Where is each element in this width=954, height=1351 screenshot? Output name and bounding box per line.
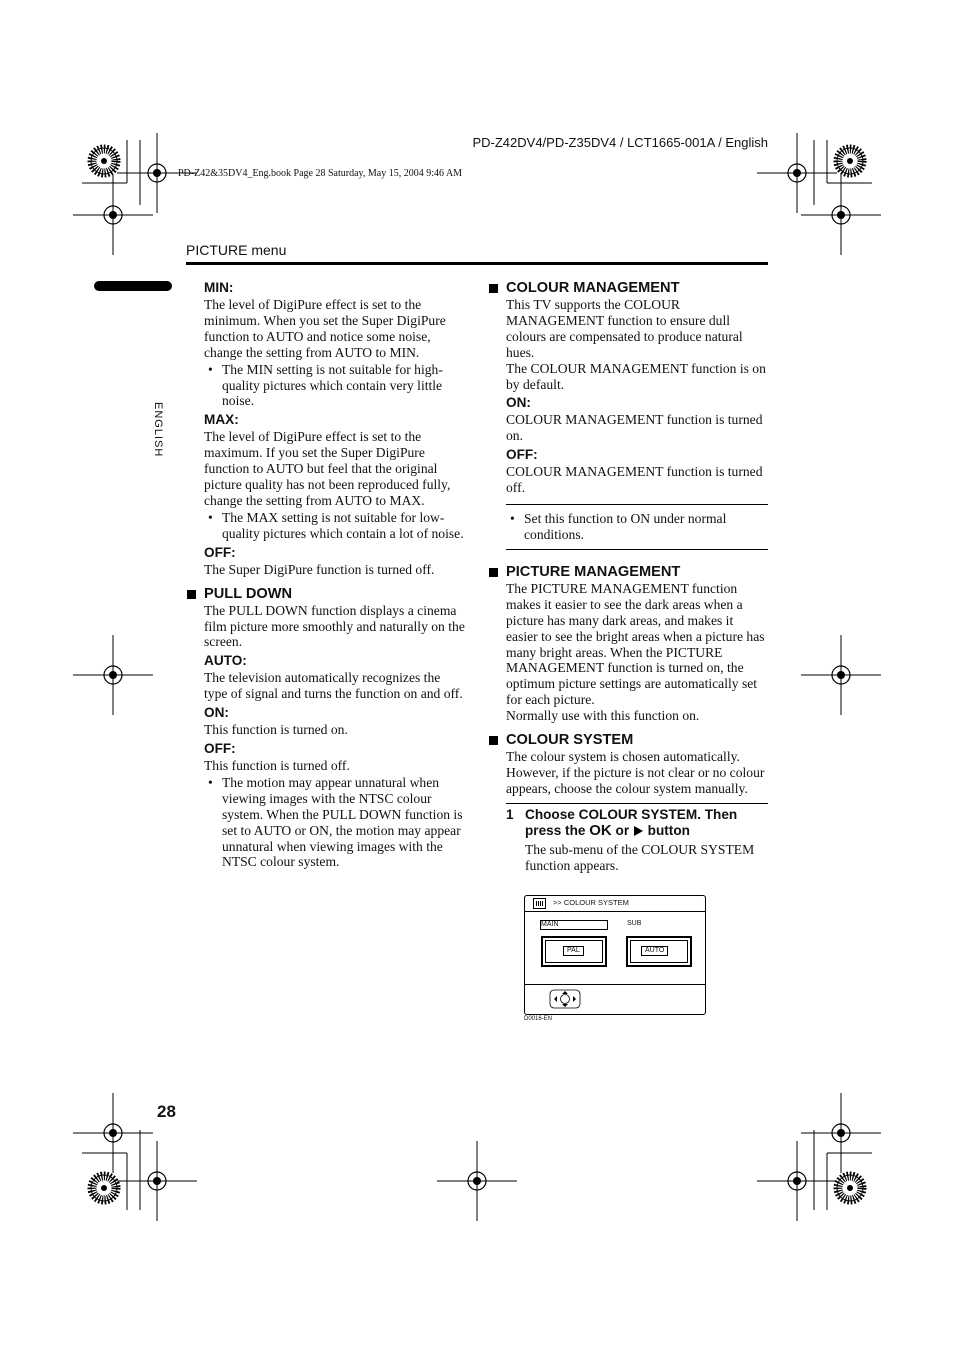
step-1: 1 Choose COLOUR SYSTEM. Then press the OK or button <box>506 806 738 839</box>
cm-note: • Set this function to ON under normal conditions. <box>506 511 768 543</box>
cm-on-text: COLOUR MANAGEMENT function is turned on. <box>506 412 763 444</box>
page-number: 28 <box>157 1102 176 1121</box>
left-column <box>186 280 466 870</box>
book-info-line: PD-Z42&35DV4_Eng.book Page 28 Saturday, May 15, 2004 9:46 AM <box>178 168 463 179</box>
max-text: The level of DigiPure effect is set to the maximum. If you set the Super DigiPure function to AUTO but feel that the original picture quality has not been reproduced fully, change the setting from AUTO to MAX. <box>204 429 451 508</box>
step-rule <box>506 803 768 804</box>
ok-button-glyph: OK <box>589 821 612 839</box>
bullet-square-icon <box>489 568 498 577</box>
cm-off-label: OFF: <box>506 447 538 463</box>
bullet-square-icon <box>489 736 498 745</box>
pm-text-1: The PICTURE MANAGEMENT function makes it easier to see the dark areas when a picture has many dark areas, and makes it easier to see the bright areas when a picture has many bright areas. When the PICTURE MANAGEMENT function is turned on, the optimum picture settings are automatically set for each picture. <box>506 580 765 708</box>
bullet-square-icon <box>187 590 196 599</box>
language-side-tab: ENGLISH <box>152 402 164 458</box>
osd-sub-value: AUTO <box>641 946 668 956</box>
on-label: ON: <box>204 705 229 721</box>
min-label: MIN: <box>204 280 234 295</box>
osd-titlebar <box>525 896 705 912</box>
max-note: • The MAX setting is not suitable for low-quality pictures which contain a lot of noise. <box>204 510 466 542</box>
pull-down-heading: PULL DOWN <box>186 586 466 603</box>
pull-down-note: • The motion may appear unnatural when viewing images with the NTSC colour system. When the PULL DOWN function is set to AUTO or ON, the motion may appear unnatural when viewing images with the NTSC colour system. <box>204 775 466 870</box>
pull-down-text: The PULL DOWN function displays a cinema film picture more smoothly and naturally on the screen. <box>204 602 465 650</box>
section-title: PICTURE menu <box>186 242 287 258</box>
cm-text-2: The COLOUR MANAGEMENT function is on by default. <box>506 360 766 392</box>
osd-main-value-box <box>541 936 607 967</box>
bullet-square-icon <box>489 284 498 293</box>
osd-footer-rule <box>525 984 705 985</box>
osd-sub-value-box <box>626 936 692 967</box>
colour-management-heading: COLOUR MANAGEMENT <box>488 280 768 297</box>
step-number: 1 <box>506 806 514 822</box>
cm-on-label: ON: <box>506 395 531 411</box>
osd-main-label: MAIN <box>540 920 608 930</box>
thumb-tab <box>94 281 172 291</box>
osd-title: >> COLOUR SYSTEM <box>553 898 629 907</box>
figure-code: D0016-EN <box>524 1016 553 1022</box>
auto-label: AUTO: <box>204 653 247 669</box>
colour-system-menu-illustration <box>524 895 706 1015</box>
header-rule <box>186 262 768 265</box>
off-text: The Super DigiPure function is turned off. <box>204 561 435 577</box>
osd-main-value: PAL <box>563 946 584 956</box>
on-text: This function is turned on. <box>204 722 348 738</box>
right-arrow-icon <box>634 826 643 836</box>
osd-sub-label: SUB <box>627 920 642 927</box>
min-note: • The MIN setting is not suitable for high-quality pictures which contain very little noise. <box>204 362 466 410</box>
right-column <box>488 280 768 874</box>
model-header: PD-Z42DV4/PD-Z35DV4 / LCT1665-001A / English <box>472 135 768 150</box>
min-text: The level of DigiPure effect is set to the minimum. When you set the Super DigiPure function to AUTO and notice some noise, change the setting from AUTO to MIN. <box>204 297 446 360</box>
off-label: OFF: <box>204 544 236 560</box>
picture-management-heading: PICTURE MANAGEMENT <box>488 564 768 581</box>
cm-note-box <box>506 504 768 550</box>
remote-navigation-icon <box>549 989 581 1009</box>
pm-text-2: Normally use with this function on. <box>506 708 700 724</box>
menu-icon <box>533 898 546 909</box>
max-label: MAX: <box>204 412 239 428</box>
step-1-description: The sub-menu of the COLOUR SYSTEM function appears. <box>525 841 755 873</box>
auto-text: The television automatically recognizes the type of signal and turns the function on and off. <box>204 670 463 702</box>
off-label-2: OFF: <box>204 741 236 757</box>
colour-system-heading: COLOUR SYSTEM <box>488 732 768 749</box>
off-text-2: This function is turned off. <box>204 758 350 774</box>
cs-text: The colour system is chosen automatically. However, if the picture is not clear or no colour appears, choose the colour system manually. <box>506 749 765 796</box>
cm-off-text: COLOUR MANAGEMENT function is turned off. <box>506 464 763 496</box>
cm-text-1: This TV supports the COLOUR MANAGEMENT function to ensure dull colours are compensated to produce natural hues. <box>506 297 743 360</box>
